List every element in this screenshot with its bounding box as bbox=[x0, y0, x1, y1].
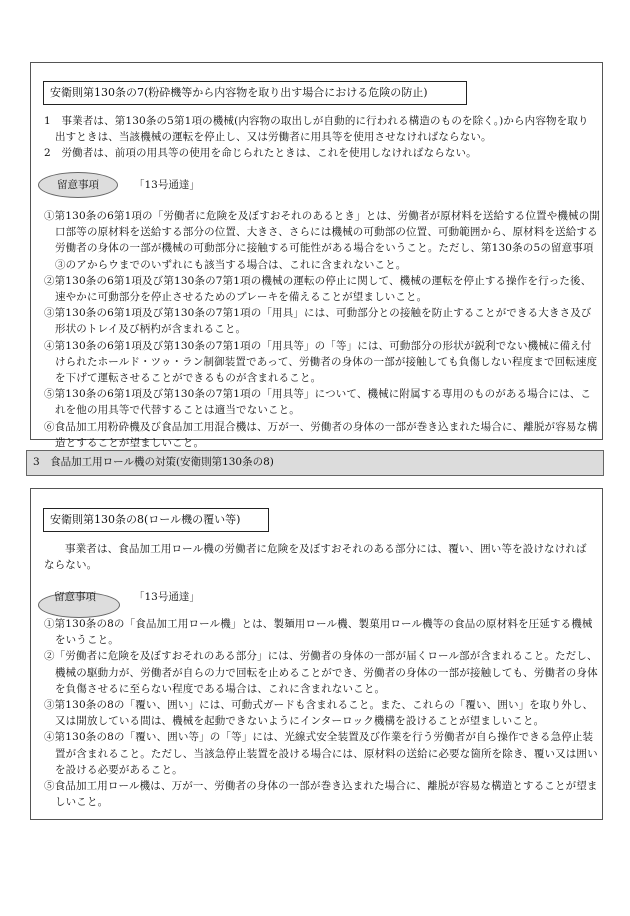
article-130-7-body bbox=[44, 113, 592, 162]
tsutatsu-reference: 「13号通達」 bbox=[134, 179, 200, 191]
note-item: ①第130条の8の「食品加工用ロール機」とは、製麺用ロール機、製菓用ロール機等の食品の原材料を圧延する機械をいうこと。 bbox=[44, 618, 593, 647]
notice-label-badge: 留意事項 bbox=[38, 172, 118, 198]
note-item: ④第130条の8の「覆い、囲い等」の「等」には、光線式安全装置及び作業を行う労働者が自ら操作できる急停止装置が含まれること。ただし、当該急停止装置を設ける場合には、原材料の送給に必要な箇所を除き、覆い又は囲いを設ける必要があること。 bbox=[44, 731, 598, 776]
note-item: ①第130条の6第1項の「労働者に危険を及ぼすおそれのあるとき」とは、労働者が原材料を送給する位置や機械の開口部等の原材料を送給する部分の位置、大きさ、さらには機械の可動部の位置、可動範囲から、原材料を送給する労働者の身体の一部が機械の可動部分に接触する可能性がある場合をいうこと。ただし、第130条の5の留意事項③のアからウまでのいずれにも該当する場合は、これに含まれないこと。 bbox=[44, 210, 600, 271]
note-item: ⑥食品加工用粉砕機及び食品加工用混合機は、万が一、労働者の身体の一部が巻き込まれた場合に、離脱が容易な構造とすることが望ましいこと。 bbox=[44, 420, 598, 449]
tsutatsu-reference: 「13号通達」 bbox=[134, 591, 200, 603]
note-item: ⑤第130条の6第1項及び第130条の7第1項の「用具等」について、機械に附属する専用のものがある場合には、これを他の用具等で代替することは適当でないこと。 bbox=[44, 388, 592, 417]
note-item: ③第130条の8の「覆い、囲い」には、可動式ガードも含まれること。また、これらの「覆い、囲い」を取り外し、又は開放している間は、機械を起動できないようにインターロック機構を設けることが望ましいこと。 bbox=[44, 699, 594, 728]
article-130-8-title: 安衛則第130条の8(ロール機の覆い等) bbox=[43, 508, 269, 532]
article-130-8-para: 事業者は、食品加工用ロール機の労働者に危険を及ぼすおそれのある部分には、覆い、囲い等を設けなければならない。 bbox=[44, 543, 587, 572]
article-130-7-notes bbox=[44, 208, 600, 451]
article-130-7-para-1: 1 事業者は、第130条の5第1項の機械(内容物の取出しが自動的に行われる構造のものを除く。)から内容物を取り出すときは、当該機械の運転を停止し、又は労働者に用具等を使用させなければならない。 bbox=[44, 115, 589, 144]
note-item: ③第130条の6第1項及び第130条の7第1項の「用具」には、可動部分との接触を防止することができる大きさ及び形状のトレイ及び柄杓が含まれること。 bbox=[44, 307, 592, 336]
article-130-7-title: 安衛則第130条の7(粉砕機等から内容物を取り出す場合における危険の防止) bbox=[43, 81, 467, 105]
notice-label-text: 留意事項 bbox=[54, 591, 96, 603]
note-item: ②「労働者に危険を及ぼすおそれのある部分」には、労働者の身体の一部が届くロール部が含まれること。ただし、機械の駆動力が、労働者が自らの力で回転を止めることができ、労働者の身体の一部が接触しても、労働者の身体を負傷させるに至らない程度である場合は、これに含まれないこと。 bbox=[44, 650, 598, 695]
article-130-8-notes bbox=[44, 616, 600, 810]
article-130-7-para-2: 2 労働者は、前項の用具等の使用を命じられたときは、これを使用しなければならない。 bbox=[44, 147, 477, 160]
note-item: ②第130条の6第1項及び第130条の7第1項の機械の運転の停止に関して、機械の運転を停止する操作を行った後、速やかに可動部分を停止させるためのブレーキを備えることが望ましいこと。 bbox=[44, 274, 592, 304]
note-item: ⑤食品加工用ロール機は、万が一、労働者の身体の一部が巻き込まれた場合に、離脱が容易な構造とすることが望ましいこと。 bbox=[44, 780, 598, 809]
note-item: ④第130条の6第1項及び第130条の7第1項の「用具等」の「等」には、可動部分の形状が鋭利でない機械に備え付けられたホールド・ツゥ・ラン制御装置であって、労働者の身体の一部が接触しても負傷しない程度まで回転速度を下げて運転させることができるものが含まれること。 bbox=[44, 339, 598, 385]
article-130-8-body bbox=[44, 541, 596, 573]
section-3-heading: 3 食品加工用ロール機の対策(安衛則第130条の8) bbox=[26, 450, 604, 476]
